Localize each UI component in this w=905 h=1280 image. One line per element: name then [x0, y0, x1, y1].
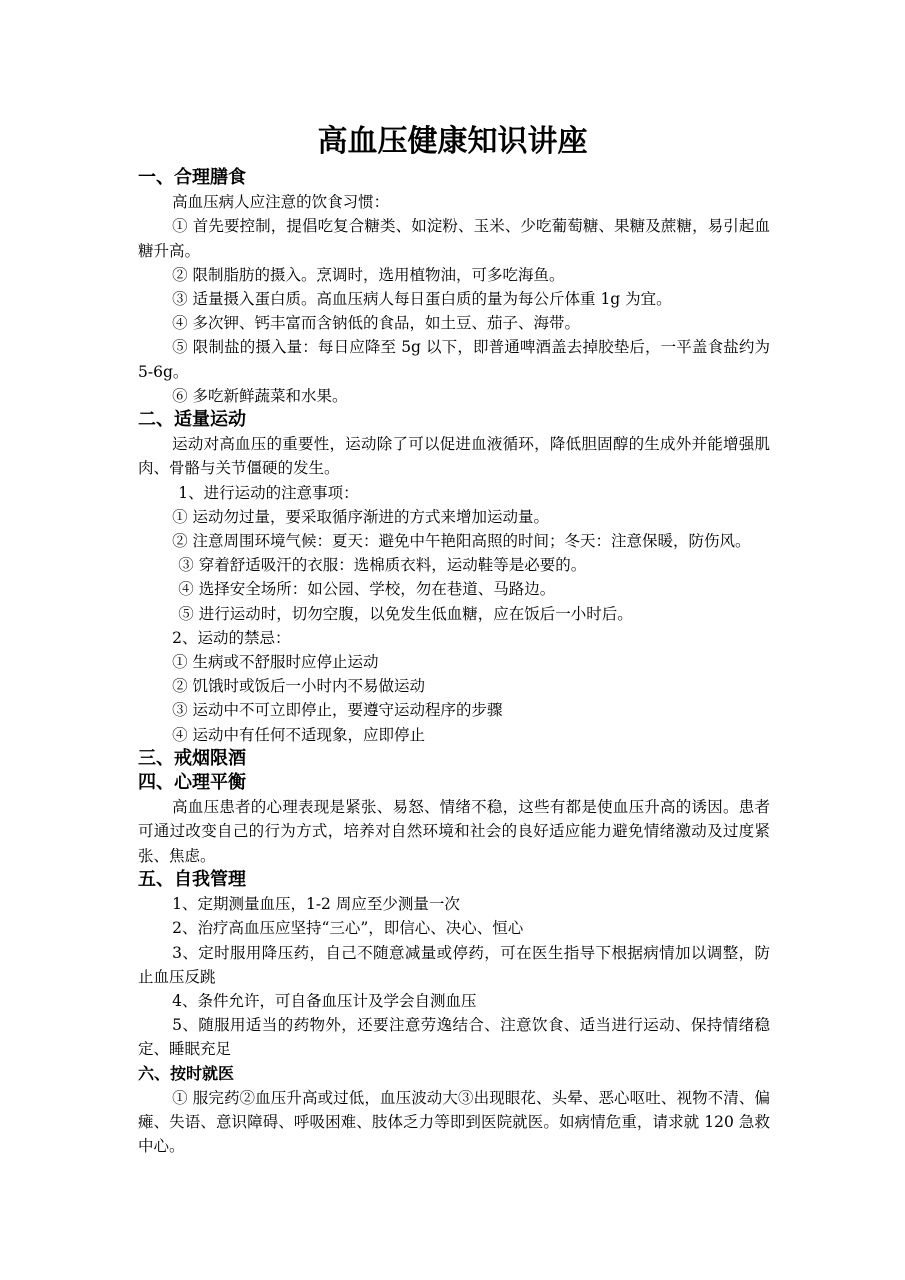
section-heading: 一、合理膳食	[138, 167, 246, 188]
paragraph: ⑤ 限制盐的摄入量：每日应降至 5g 以下，即普通啤酒盖去掉胶垫后，一平盖食盐约为 5-6g。	[138, 338, 770, 381]
section-heading: 六、按时就医	[138, 1063, 235, 1083]
section-heading: 三、戒烟限酒	[138, 747, 246, 769]
paragraph: ⑤ 进行运动时，切勿空腹，以免发生低血糖，应在饭后一小时后。	[178, 604, 633, 623]
section-heading: 四、心理平衡	[138, 772, 246, 794]
paragraph: ④ 运动中有任何不适现象，应即停止	[172, 725, 426, 744]
paragraph: 4、条件允许，可自备血压计及学会自测血压	[172, 991, 477, 1010]
paragraph: 2、治疗高血压应坚持“三心”，即信心、决心、恒心	[172, 919, 524, 938]
paragraph: ③ 适量摄入蛋白质。高血压病人每日蛋白质的量为每公斤体重 1g 为宜。	[172, 290, 672, 309]
paragraph: ④ 多次钾、钙丰富而含钠低的食品，如土豆、茄子、海带。	[172, 314, 581, 333]
paragraph: 1、进行运动的注意事项：	[178, 483, 359, 502]
paragraph: ② 注意周围环境气候：夏天：避免中午艳阳高照的时间；冬天：注意保暖，防伤风。	[172, 532, 751, 551]
paragraph: ④ 选择安全场所：如公园、学校，勿在巷道、马路边。	[178, 580, 556, 599]
paragraph: 2、运动的禁忌：	[172, 628, 291, 647]
paragraph: 运动对高血压的重要性，运动除了可以促进血液循环，降低胆固醇的生成外并能增强肌肉、骨骼与关节僵硬的发生。	[138, 435, 770, 478]
paragraph: ① 首先要控制，提倡吃复合糖类、如淀粉、玉米、少吃葡萄糖、果糖及蔗糖，易引起血糖升高。	[138, 217, 770, 260]
paragraph: ① 生病或不舒服时应停止运动	[172, 653, 379, 672]
paragraph: ① 运动勿过量，要采取循序渐进的方式来增加运动量。	[172, 507, 550, 526]
paragraph: ③ 穿着舒适吸汗的衣服：选棉质衣料，运动鞋等是必要的。	[178, 556, 587, 575]
document-body	[138, 166, 770, 1158]
paragraph: 1、定期测量血压，1-2 周应至少测量一次	[172, 895, 460, 914]
paragraph: 高血压病人应注意的饮食习惯：	[172, 193, 390, 212]
paragraph: ② 饥饿时或饭后一小时内不易做运动	[172, 677, 426, 696]
paragraph: ③ 运动中不可立即停止，要遵守运动程序的步骤	[172, 701, 503, 720]
paragraph: ① 服完药②血压升高或过低，血压波动大③出现眼花、头晕、恶心呕吐、视物不清、偏瘫、失语、意识障碍、呼吸困难、肢体乏力等即到医院就医。如病情危重，请求就 120 急救中心。	[138, 1088, 770, 1156]
paragraph: 5、随服用适当的药物外，还要注意劳逸结合、注意饮食、适当进行运动、保持情绪稳定、睡眠充足	[138, 1016, 770, 1059]
document-title: 高血压健康知识讲座	[317, 124, 588, 159]
section-heading: 五、自我管理	[138, 868, 246, 890]
paragraph: ② 限制脂肪的摄入。烹调时，选用植物油，可多吃海鱼。	[172, 265, 565, 284]
paragraph: ⑥ 多吃新鲜蔬菜和水果。	[172, 386, 348, 405]
section-heading: 二、适量运动	[138, 409, 246, 431]
paragraph: 高血压患者的心理表现是紧张、易怒、情绪不稳，这些有都是使血压升高的诱因。患者可通过改变自己的行为方式，培养对自然环境和社会的良好适应能力避免情绪激动及过度紧张、焦虑。	[138, 798, 770, 865]
paragraph: 3、定时服用降压药，自己不随意减量或停药，可在医生指导下根据病情加以调整，防止血压反跳	[138, 943, 770, 986]
